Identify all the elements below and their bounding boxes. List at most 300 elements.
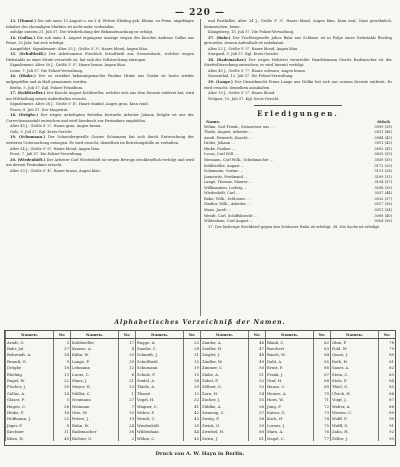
two-column-body xyxy=(4,19,396,316)
register-name-cell: Wiedenhöft xyxy=(136,422,184,428)
register-name-cell: Schulz, F. xyxy=(136,371,184,377)
register-num-cell: 21 xyxy=(119,377,136,383)
register-num-cell: 86 xyxy=(379,390,396,396)
register-name-cell: Hoffmann, J. xyxy=(6,416,54,422)
right-column xyxy=(204,19,392,316)
register-num-cell: 10 xyxy=(184,371,201,377)
erledigung-stueck: 3151 (28) xyxy=(374,169,392,174)
register-name-cell: Zinke, A. xyxy=(201,371,249,377)
notice-entry xyxy=(6,74,194,85)
erledigung-stueck: 3959 (39) xyxy=(374,124,392,129)
register-num-cell: 3 xyxy=(54,339,71,346)
erledigung-name: Wildenhain, Carl August … xyxy=(204,219,254,224)
notice-number: 20. xyxy=(10,157,17,162)
register-name-cell: Zorn, H. xyxy=(201,390,249,396)
notice-name: (Rademacher.) xyxy=(216,57,247,62)
notice-name: (Schultheiß.) xyxy=(19,52,46,57)
notice-entry xyxy=(6,91,194,102)
register-name-cell: Zweig, F. xyxy=(201,416,249,422)
register-num-cell: 72 xyxy=(314,403,331,409)
left-column xyxy=(6,19,194,316)
register-name-cell: Zöllner, G. xyxy=(201,384,249,390)
register-num-cell: 60 xyxy=(249,428,266,434)
register-num-cell: 74 xyxy=(314,416,331,422)
register-num-cell: 37 xyxy=(54,345,71,351)
register-name-cell: Kirchner xyxy=(6,428,54,434)
notice-text: Der Arbeiter Carl Wiedenhöft ist wegen Betrugs steckbrieflich verfolgt und wird um dessen Festnahme ersucht. xyxy=(6,157,194,168)
register-name-cell: Richter, G. xyxy=(71,435,119,441)
name-register-table xyxy=(4,330,396,446)
register-name-header: Namen. xyxy=(136,331,184,339)
erledigung-name: Zindler, Wilh., Arbeiter … xyxy=(204,202,251,207)
notice-number: 18. xyxy=(10,113,17,118)
register-num-cell: 32 xyxy=(184,397,201,403)
notice-name: (Lange.) xyxy=(215,80,233,85)
register-num-cell: 28 xyxy=(184,345,201,351)
register-name-cell: Fischer, J. xyxy=(6,384,54,390)
notice-text: Der Knecht August Kolditzeller, welcher sich aus dem Dienste entfernt hat, wird um Mittheilung seines Aufenthaltes ersucht. xyxy=(6,91,194,101)
erledigung-stueck: 3944 (45) xyxy=(374,135,392,140)
register-num-cell: 26 xyxy=(54,403,71,409)
register-name-cell: Schumann xyxy=(136,365,184,371)
register-name-cell: Nagel, C. xyxy=(266,435,314,441)
register-name-cell: Heinze, A. xyxy=(266,390,314,396)
notice-text: Der wegen unbefugten Bettelns bestrafte Arbeiter Johann Drögbe ist aus der Correctionsanstalt entwichen und wird hierdurch zur Festnahme empfohlen. xyxy=(6,113,194,123)
register-name-cell: Pohl, W. xyxy=(331,345,379,351)
notice-name: (Schumann.) xyxy=(19,135,46,140)
notice-number: 13. xyxy=(10,19,17,23)
page-number: — 220 — xyxy=(174,8,226,18)
register-num-cell: 85 xyxy=(379,384,396,390)
register-name-cell: Klein, H. xyxy=(6,435,54,441)
register-title: Alphabetisches Verzeichniß der Namen. xyxy=(114,319,286,326)
erledigung-stueck: 3830 (35) xyxy=(374,158,392,163)
column-divider xyxy=(200,19,201,316)
register-num-cell: 62 xyxy=(314,339,331,346)
register-num-cell: 30 xyxy=(54,384,71,390)
register-grid xyxy=(5,331,395,441)
register-num-cell: 61 xyxy=(249,435,266,441)
notice-entry xyxy=(204,36,392,47)
register-num-cell: 75 xyxy=(314,422,331,428)
register-name-cell: Behrendt, A. xyxy=(6,352,54,358)
register-num-cell: 41 xyxy=(184,403,201,409)
erledigungen-heading: Erledigungen. xyxy=(257,109,339,119)
register-num-cell: 15 xyxy=(184,358,201,364)
register-name-cell: Arndt, G. xyxy=(6,339,54,346)
erledigung-stueck: 3911 (43) xyxy=(374,141,392,146)
register-name-cell: Weber, F. xyxy=(136,409,184,415)
register-name-cell: Voigt, J. xyxy=(331,397,379,403)
register-name-cell: Roth, H. xyxy=(331,358,379,364)
register-num-cell: 66 xyxy=(314,365,331,371)
notice-name: (Drögbe.) xyxy=(18,113,39,118)
register-name-cell: Otto, W. xyxy=(71,409,119,415)
register-name-cell: Hagen, C. xyxy=(6,403,54,409)
register-name-cell: Glaser, F. xyxy=(6,397,54,403)
register-num-cell: 19 xyxy=(119,416,136,422)
register-num-cell: 9 xyxy=(54,358,71,364)
register-num-cell: 70 xyxy=(314,390,331,396)
register-num-cell: 51 xyxy=(249,371,266,377)
register-num-cell: 92 xyxy=(379,428,396,434)
notice-name: (Hinke.) xyxy=(18,74,36,79)
notice-text: Signalement: Alter 30 J., Größe 5' 5", Haare braun, Augen blau. xyxy=(10,63,127,68)
notice-entry xyxy=(6,52,194,63)
register-num-cell: 38 xyxy=(119,428,136,434)
notice-text: Stargard, 5. Juli 57. Kgl. Kreis-Gericht. xyxy=(208,52,280,57)
register-name-cell: Vogel, H. xyxy=(136,397,184,403)
erledigungen-note: 37. Der bisherige Steckbrief gegen den Schlosser Rahn ist erledigt. 38. Die Sache ist erledigt. xyxy=(208,224,381,229)
notice-text: Berlin, 5. Juli 57. Kgl. Polizei-Präsidium. xyxy=(10,85,84,90)
register-num-cell: 81 xyxy=(379,358,396,364)
register-num-cell: 56 xyxy=(249,403,266,409)
erledigung-name: Dröbe, Johann … xyxy=(204,141,235,146)
notice-text: Alter 40 J., Größe 5' 7", Haare schwarz, Augen braun. xyxy=(208,68,306,73)
register-num-cell: 65 xyxy=(314,358,331,364)
register-num-cell: 17 xyxy=(119,339,136,346)
erledigung-stueck: 3038 (35) xyxy=(374,185,392,190)
register-name-cell: Drögbe xyxy=(6,365,54,371)
erledigung-row xyxy=(204,219,392,225)
register-num-cell: 12 xyxy=(119,365,136,371)
erledigung-stueck: 3011 (34) xyxy=(374,207,392,212)
register-num-cell: 54 xyxy=(249,390,266,396)
register-num-cell: 46 xyxy=(249,339,266,346)
notice-name: (Bahr.) xyxy=(216,35,231,40)
register-num-cell: 6 xyxy=(119,371,136,377)
register-num-cell: 16 xyxy=(54,409,71,415)
register-num-cell: 27 xyxy=(119,397,136,403)
register-num-cell: 77 xyxy=(314,435,331,441)
register-num-cell: 33 xyxy=(119,384,136,390)
register-name-cell: Wendt, C. xyxy=(136,416,184,422)
notice-text: Wolgast, 10. Juli 57. Kgl. Kreis-Gericht. xyxy=(208,96,280,101)
notice-entry xyxy=(6,135,194,146)
register-name-cell: Sander, C. xyxy=(136,345,184,351)
notice-text: Alter 33 J., Größe 5' 4", Haare braun, Augen blau. xyxy=(10,168,101,173)
register-num-cell: 82 xyxy=(379,365,396,371)
register-num-cell: 7 xyxy=(119,403,136,409)
notice-number: 15. xyxy=(10,52,17,57)
erledigung-name: Rahn, Wilh., Schlosser … xyxy=(204,196,250,201)
register-num-cell: 53 xyxy=(249,384,266,390)
register-num-cell: 90 xyxy=(379,416,396,422)
notice-number: 37. xyxy=(208,35,215,40)
notice-name: (Wiedenhöft.) xyxy=(17,157,46,162)
register-num-cell: 14 xyxy=(54,390,71,396)
register-num-cell: 52 xyxy=(249,377,266,383)
register-name-header: Namen. xyxy=(201,331,249,339)
register-name-cell: Wöhm, C. xyxy=(136,435,184,441)
notice-text: Ausgeführt. Signalement: Alter 25 J., Größe 5' 3", Haare blond, Augen blau. xyxy=(10,46,149,51)
newspaper-page xyxy=(4,2,396,463)
register-num-cell: 20 xyxy=(184,384,201,390)
register-num-cell: 45 xyxy=(184,435,201,441)
register-name-cell: Wulff, G. xyxy=(331,422,379,428)
register-name-cell: Peters, J. xyxy=(71,416,119,422)
notice-entry xyxy=(6,169,194,175)
register-name-cell: Lehmann xyxy=(71,365,119,371)
register-num-cell: 24 xyxy=(119,422,136,428)
register-num-cell: 89 xyxy=(379,409,396,415)
register-num-cell: 5 xyxy=(54,397,71,403)
register-name-cell: Stolz, F. xyxy=(331,377,379,383)
register-name-header: Namen. xyxy=(6,331,54,339)
register-num-cell: 23 xyxy=(184,339,201,346)
register-name-cell: Zucker, J. xyxy=(201,397,249,403)
notice-number: 16. xyxy=(10,74,17,79)
register-name-cell: Koch, H. xyxy=(266,416,314,422)
register-name-cell: Zühlke, A. xyxy=(201,403,249,409)
register-name-cell: Wolff, F. xyxy=(331,416,379,422)
erledigung-stueck: 3833 (39) xyxy=(374,152,392,157)
register-num-cell: 43 xyxy=(184,416,201,422)
register-num-header: Nr. xyxy=(249,331,266,339)
register-name-header: Namen. xyxy=(266,331,314,339)
notice-name: (Gallas.) xyxy=(17,35,36,40)
register-num-cell: 79 xyxy=(379,345,396,351)
erledigung-stueck: 3104 (37) xyxy=(374,180,392,185)
register-name-cell: Zander, A. xyxy=(201,339,249,346)
right-column-notices xyxy=(204,19,392,102)
register-name-cell: Hinke, P. xyxy=(6,409,54,415)
notice-text: Die sub anno 13 August u. im 3 d. Wittwe Ebeling geb. Kleine, zu Peine, angeklagte Inhaber des ehemaligen Marktes ist nicht mehr vorhanden. xyxy=(6,19,194,29)
notice-entry xyxy=(204,80,392,91)
register-name-cell: Lucas, C. xyxy=(71,371,119,377)
erledigung-name: Wiedenhöft, Carl … xyxy=(204,191,240,196)
register-name-cell: Kolditzeller xyxy=(71,339,119,346)
notice-name: (Thomé.) xyxy=(17,19,37,23)
notice-text: und Postkeller, Alter 24 J., Größe 5' 3", Haare blond, Augen blau, Kinn oval, Nase gewöhnlich. Kennzeichen: keine. xyxy=(204,19,392,29)
register-name-cell: Müller, C. xyxy=(71,390,119,396)
notice-text: Alter 24 J., Größe 5' 6", Haare blond, Augen blau. xyxy=(10,146,101,151)
register-num-cell: 78 xyxy=(379,339,396,346)
erledigung-name: Wöhm, Carl Friedr., Steinsetzer aus … xyxy=(204,124,274,129)
notice-entry xyxy=(204,58,392,69)
notice-text: Alter 19 J., Größe 5' 2", Haare blond. xyxy=(208,91,276,96)
register-name-cell: Sauer, A. xyxy=(331,365,379,371)
register-name-cell: Dahl, A. xyxy=(266,358,314,364)
register-num-cell: 20 xyxy=(184,422,201,428)
register-name-cell: Thomé xyxy=(136,390,184,396)
notice-entry xyxy=(204,97,392,103)
erledigung-name: Hinke, Pauline … xyxy=(204,146,236,151)
register-num-cell: 13 xyxy=(54,371,71,377)
erledigungen-list xyxy=(204,125,392,225)
register-name-cell: Thiele, A. xyxy=(136,384,184,390)
register-name-cell: Marx, A. xyxy=(266,428,314,434)
register-name-cell: Rogge, A. xyxy=(136,339,184,346)
erledigung-stueck: 3008 (40) xyxy=(374,213,392,218)
register-name-cell: Gallas, A. xyxy=(6,390,54,396)
notice-entry xyxy=(6,19,194,30)
register-num-cell: 93 xyxy=(379,435,396,441)
erledigung-stueck: 3892 (41) xyxy=(374,146,392,151)
register-num-cell: 84 xyxy=(379,377,396,383)
register-name-cell: Zindler, W. xyxy=(201,358,249,364)
register-name-cell: Niemann xyxy=(71,403,119,409)
register-name-header: Namen. xyxy=(331,331,379,339)
register-row xyxy=(6,339,396,346)
register-name-cell: Haase, C. xyxy=(266,384,314,390)
erledigung-stueck: 3172 (29) xyxy=(374,163,392,168)
notice-name: (Kolditzeller.) xyxy=(17,91,46,96)
register-name-cell: Lorenz, J. xyxy=(266,422,314,428)
register-name-cell: Zeidler, H. xyxy=(201,345,249,351)
register-name-cell: Ulrich, H. xyxy=(331,390,379,396)
register-num-cell: 55 xyxy=(249,397,266,403)
notice-entry xyxy=(6,36,194,47)
register-name-cell: Kühn, W. xyxy=(71,352,119,358)
register-name-cell: Zimmer, C. xyxy=(201,365,249,371)
register-num-cell: 69 xyxy=(314,384,331,390)
register-num-cell: 63 xyxy=(314,345,331,351)
register-num-cell: 80 xyxy=(379,352,396,358)
erledigung-name: Lange, Thomas, Maurer … xyxy=(204,180,253,185)
register-num-cell: 1 xyxy=(119,390,136,396)
erledigungen-stueck-header: Stück xyxy=(377,119,390,125)
register-name-cell: Zwiebel, H. xyxy=(201,428,249,434)
register-num-cell: 34 xyxy=(54,352,71,358)
register-num-cell: 40 xyxy=(54,435,71,441)
register-num-cell: 50 xyxy=(249,365,266,371)
register-name-cell: Frank, J. xyxy=(266,371,314,377)
notice-text: Forst, 7. Juli 57. Die Polizei-Verwaltung. xyxy=(10,152,83,157)
notice-text: Die sub anno 4. August ergangene Anzeige wegen des Knechts Andreas Gallas aus Peine, 25 Jahr, hat sich erledigt. xyxy=(6,35,194,46)
erledigungen-name-header: Name. xyxy=(206,119,221,125)
register-name-cell: Ebeling xyxy=(6,371,54,377)
register-name-cell: Wildenhain xyxy=(136,428,184,434)
register-num-header: Nr. xyxy=(379,331,396,339)
register-name-cell: Zwirn, J. xyxy=(201,435,249,441)
register-num-cell: 11 xyxy=(54,428,71,434)
notice-number: 38. xyxy=(208,57,215,62)
register-name-cell: Ziegler, J. xyxy=(201,352,249,358)
register-num-cell: 13 xyxy=(184,390,201,396)
register-name-cell: Jäger, F. xyxy=(6,422,54,428)
erledigung-name: Arndt, Heinrich, Knecht … xyxy=(204,135,253,140)
register-num-cell: 88 xyxy=(379,403,396,409)
register-name-cell: Bahr, Jul. xyxy=(6,345,54,351)
notice-text: Leine, 7. Juli 57. Die Polizei-Verwaltung. xyxy=(10,68,84,73)
register-name-cell: Borchert xyxy=(266,345,314,351)
printer-imprint: Druck von A. W. Hayn in Berlin. xyxy=(155,451,245,457)
register-num-cell: 91 xyxy=(379,422,396,428)
register-num-cell: 8 xyxy=(54,422,71,428)
erledigung-name: Wendt, Carl, Schiffsknecht … xyxy=(204,213,258,218)
register-name-cell: Schmidt, J. xyxy=(136,352,184,358)
erledigung-name: Lucas, Carl Will. … xyxy=(204,152,239,157)
register-num-cell: 76 xyxy=(314,428,331,434)
register-num-cell: 68 xyxy=(314,377,331,383)
notice-text: Der Schneidergeselle Gustav Schumann hat sich durch Entweichung der weiteren Untersuchung entzogen. Es wird ersucht, denselben im Betretungsfalle zu verhaften. xyxy=(6,135,194,146)
notice-entry xyxy=(6,158,194,169)
register-name-cell: Thiel, G. xyxy=(331,384,379,390)
register-num-header: Nr. xyxy=(54,331,71,339)
register-name-cell: Zeller, J. xyxy=(331,435,379,441)
notice-text: Der Tischlergeselle Julius Bahr aus Schlawe ist in Folge eines Diebstahls flüchtig geworden, dessen Aufenthalt ist unbekannt. xyxy=(204,35,392,46)
register-num-cell: 57 xyxy=(249,409,266,415)
erledigung-name: Manz, Jacob … xyxy=(204,207,232,212)
register-num-cell: 19 xyxy=(184,365,201,371)
register-num-cell: 39 xyxy=(119,358,136,364)
register-num-cell: 48 xyxy=(249,352,266,358)
notice-text: Alter 22 J., Größe 5' 5", Haare blond, Augen blau. xyxy=(208,46,299,51)
erledigung-name: Niemann, Carl Wilh., Schuhmacher … xyxy=(204,158,274,163)
register-name-cell: Quast, J. xyxy=(331,352,379,358)
erledigung-stueck: 3032 (37) xyxy=(374,196,392,201)
register-name-cell: Stein, C. xyxy=(331,371,379,377)
register-name-cell: Zwick, G. xyxy=(201,422,249,428)
erledigung-name: Jannowitz, Ferdinand … xyxy=(204,174,248,179)
register-num-cell: 47 xyxy=(249,345,266,351)
register-row xyxy=(6,435,396,441)
erledigung-name: Willkommen, Ludwig … xyxy=(204,185,248,190)
register-name-cell: Kaiser, G. xyxy=(266,409,314,415)
register-num-cell: 42 xyxy=(184,409,201,415)
register-num-header: Nr. xyxy=(184,331,201,339)
register-name-cell: Meyer, H. xyxy=(71,384,119,390)
erledigung-name: Schumann, Gustav … xyxy=(204,169,243,174)
register-name-cell: Werner, C. xyxy=(331,409,379,415)
register-name-header: Namen. xyxy=(71,331,119,339)
register-name-cell: Horn, W. xyxy=(266,397,314,403)
register-num-cell: 31 xyxy=(184,352,201,358)
register-name-cell: Engel, W. xyxy=(6,377,54,383)
notice-text: Der Dienstknecht Franz Lange aus Wollin hat sich aus seinem Dienste entfernt. Es wird ersucht, denselben anzuhalten. xyxy=(204,80,392,90)
register-num-cell: 73 xyxy=(314,409,331,415)
register-num-cell: 2 xyxy=(119,435,136,441)
register-num-cell: 44 xyxy=(184,428,201,434)
register-name-cell: Blank, C. xyxy=(266,339,314,346)
register-name-cell: Busch, W. xyxy=(266,352,314,358)
register-name-cell: Walter, A. xyxy=(331,403,379,409)
notice-text: Signalement: Alter 28 J., Größe 5' 4", Haare dunkel, Augen grau, Kinn rund. xyxy=(10,102,149,107)
notice-number: 19. xyxy=(10,135,17,140)
notice-text: zufolge unterm 21. Juli 57. Die Wiederholung der Bekanntmachung ist erfolgt. xyxy=(10,30,154,35)
register-num-cell: 36 xyxy=(184,377,201,383)
register-num-cell: 58 xyxy=(249,416,266,422)
register-num-cell: 87 xyxy=(379,397,396,403)
register-num-cell: 4 xyxy=(119,345,136,351)
notice-text: Marienthal, 12. Juli 57. Die Polizei-Verwaltung. xyxy=(208,74,294,79)
register-name-cell: Rademacher xyxy=(71,428,119,434)
register-name-cell: Krause, A. xyxy=(71,345,119,351)
notice-entry xyxy=(204,19,392,30)
notice-number: 14. xyxy=(10,35,17,40)
erledigung-stueck: 3931 (48) xyxy=(374,130,392,135)
register-num-cell: 49 xyxy=(249,358,266,364)
notice-text: Alter 45 J., Größe 5' 2", Haare grau, Augen braun. xyxy=(10,124,102,129)
notice-number: 17. xyxy=(10,91,17,96)
register-name-cell: Zwanzig, C. xyxy=(201,409,249,415)
register-num-cell: 59 xyxy=(249,422,266,428)
register-num-header: Nr. xyxy=(119,331,136,339)
register-num-cell: 22 xyxy=(54,377,71,383)
register-name-cell: Zahn, H. xyxy=(331,428,379,434)
section-rule xyxy=(254,105,342,106)
register-name-cell: Schultheiß xyxy=(136,358,184,364)
register-name-cell: Seidel, A. xyxy=(136,377,184,383)
notice-text: Der wegen Hehlerei verurteilte Handelsmann Moritz Rademacher ist der Strafvollstreckung entwichen; er wird hiermit verfolgt. xyxy=(204,57,392,68)
notice-text: Der Arbeitsmann Friedrich Schultheiß aus Grossenbuch, welcher wegen Diebstahls zu einer Strafe verurteilt ist, hat sich der Vollstreckung entzogen. xyxy=(6,52,194,62)
erledigung-stueck: 3109 (31) xyxy=(374,174,392,179)
erledigung-name: Thiele, August, Arbeiter … xyxy=(204,130,253,135)
register-body xyxy=(6,339,396,442)
erledigung-stueck: 3017 (38) xyxy=(374,202,392,207)
register-num-cell: 29 xyxy=(119,352,136,358)
